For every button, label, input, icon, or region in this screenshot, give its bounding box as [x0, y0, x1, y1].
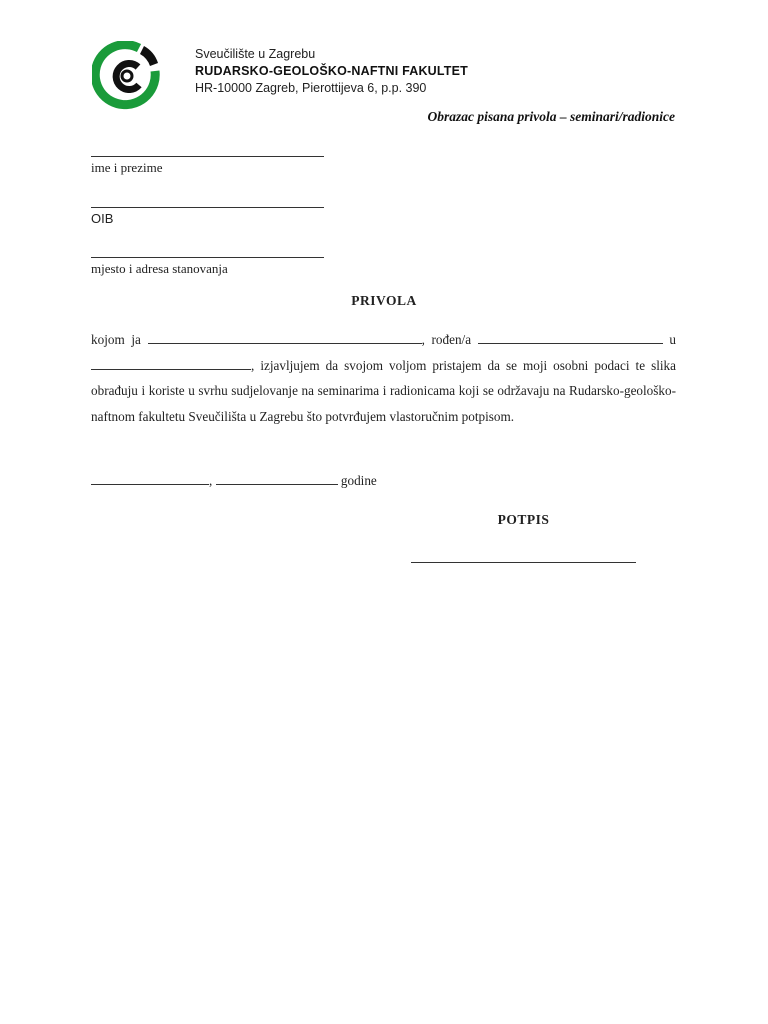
- date-blank[interactable]: [216, 470, 338, 485]
- consent-paragraph: [91, 327, 676, 429]
- date-line: [91, 470, 377, 489]
- date-suffix: godine: [340, 473, 377, 488]
- oib-blank-line[interactable]: [91, 207, 324, 208]
- birth-place-blank[interactable]: [91, 355, 251, 370]
- body-text-kojom: kojom ja: [91, 332, 141, 347]
- name-blank-line[interactable]: [91, 156, 324, 157]
- body-text-roden: , rođen/a: [421, 332, 472, 347]
- place-blank[interactable]: [91, 470, 209, 485]
- oib-field-label: OIB: [91, 211, 114, 226]
- form-title: Obrazac pisana privola – seminari/radionice: [427, 109, 675, 124]
- body-text-u: u: [669, 332, 677, 347]
- faculty-logo: [92, 41, 162, 111]
- faculty-address: HR-10000 Zagreb, Pierottijeva 6, p.p. 390: [195, 81, 427, 95]
- full-name-blank[interactable]: [148, 329, 422, 344]
- name-field-label: ime i prezime: [91, 160, 163, 175]
- consent-heading: PRIVOLA: [351, 293, 417, 308]
- address-field-label: mjesto i adresa stanovanja: [91, 261, 228, 276]
- address-blank-line[interactable]: [91, 257, 324, 258]
- faculty-header: [195, 46, 468, 97]
- birth-date-blank[interactable]: [478, 329, 663, 344]
- body-text-declaration: , izjavljujem da svojom voljom pristajem da se moji osobni podaci te slika obrađuju i koriste u svrhu sudjelovanje na seminarima i radionicama koji se održavaju na Rudarsko-geološko-naftnom fakultetu Sveučilišta u Zagrebu što potvrđujem vlastoručnim potpisom.: [91, 357, 676, 424]
- date-separator: ,: [209, 473, 213, 488]
- signature-blank-line[interactable]: [411, 562, 636, 563]
- signature-label: POTPIS: [497, 512, 550, 527]
- university-name: Sveučilište u Zagrebu: [195, 47, 316, 61]
- faculty-name: RUDARSKO-GEOLOŠKO-NAFTNI FAKULTET: [195, 64, 469, 78]
